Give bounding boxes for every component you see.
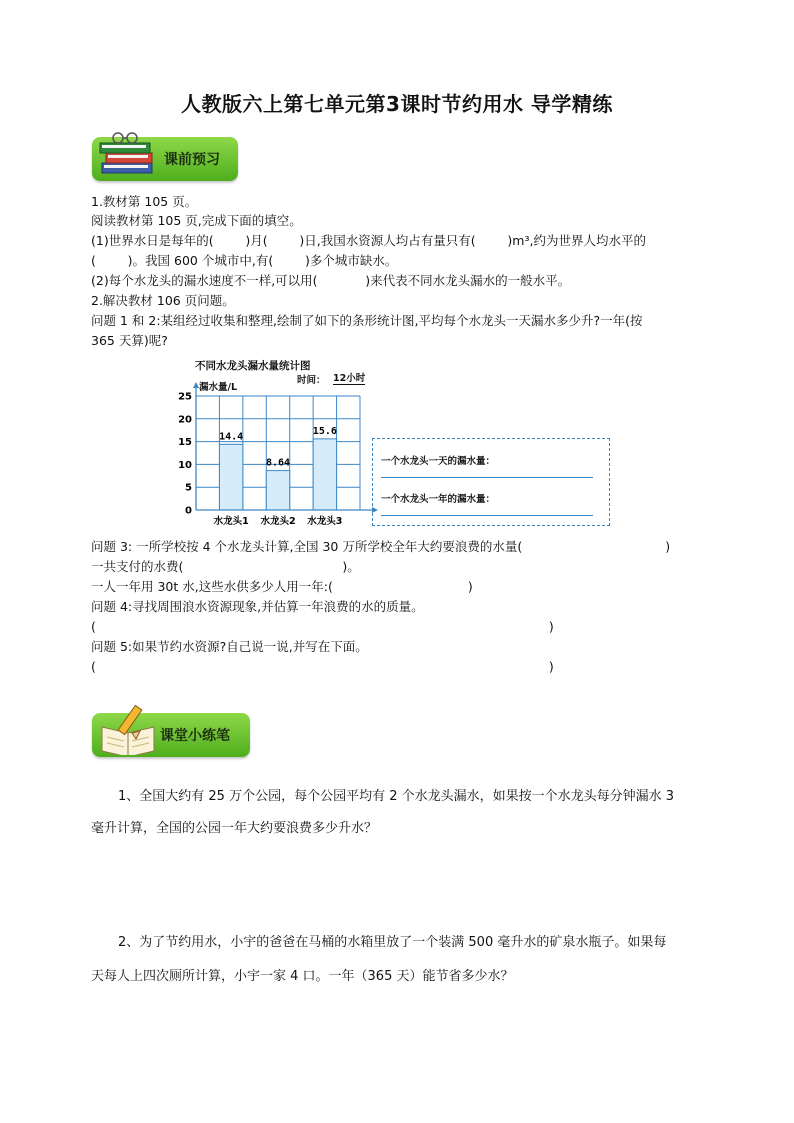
answer-line-day[interactable] [381, 477, 593, 478]
text-line: (1)世界水日是每年的( )月( )日,我国水资源人均占有量只有( )m³,约为世界人均水平的 [91, 233, 646, 248]
exercise-2-line-2: 天每人上四次厕所计算，小宇一家 4 口。一年（365 天）能节省多少水？ [91, 969, 514, 984]
y-tick-label: 0 [185, 505, 192, 517]
bar-value-label: 8.64 [265, 457, 291, 469]
text-line: ( ) [91, 619, 554, 634]
chart-time-label: 时间： [297, 375, 326, 386]
books-icon [98, 131, 162, 181]
chart-bars [219, 426, 337, 510]
text-line: (2)每个水龙头的漏水速度不一样,可以用( )来代表不同水龙头漏水的一般水平。 [91, 273, 571, 288]
exercise-2-line-1: 2、为了节约用水，小宇的爸爸在马桶的水箱里放了一个装满 500 毫升水的矿泉水瓶子。如果每 [118, 935, 667, 950]
text-line: 1.教材第 105 页。 [91, 194, 198, 209]
chart-title: 不同水龙头漏水量统计图 [195, 360, 311, 372]
bar-value-label: 15.6 [312, 425, 337, 437]
text-line: 365 天算)呢? [91, 333, 168, 348]
x-tick-label: 水龙头1 [213, 516, 249, 527]
page-title: 人教版六上第七单元第3课时节约用水 导学精练 [181, 92, 613, 116]
answer-label-year: 一个水龙头一年的漏水量： [381, 494, 496, 505]
x-tick-label: 水龙头3 [307, 516, 343, 527]
answer-box [372, 438, 610, 526]
y-axis-arrow [193, 382, 199, 388]
y-tick-label: 20 [178, 414, 192, 426]
text-line: 问题 3: 一所学校按 4 个水龙头计算,全国 30 万所学校全年大约要浪费的水量( ) [91, 539, 671, 554]
text-line: 2.解决教材 106 页问题。 [91, 293, 235, 308]
text-line: 一人一年用 30t 水,这些水供多少人用一年:( ) [91, 579, 473, 594]
bar-value-label: 14.4 [219, 431, 244, 443]
section-badge-practice [92, 713, 250, 757]
exercise-1-line-1: 1、全国大约有 25 万个公园，每个公园平均有 2 个水龙头漏水，如果按一个水龙头每分钟漏水 3 [118, 789, 675, 804]
text-line: 一共支付的水费( )。 [91, 559, 360, 574]
answer-line-year[interactable] [381, 515, 593, 516]
x-tick-label: 水龙头2 [260, 516, 296, 527]
y-tick-label: 25 [178, 391, 192, 403]
text-line: 问题 1 和 2:某组经过收集和整理,绘制了如下的条形统计图,平均每个水龙头一天漏水多少升?一年(按 [91, 313, 643, 328]
y-tick-label: 10 [178, 459, 192, 471]
bar [266, 471, 289, 510]
exercise-1-line-2: 毫升计算，全国的公园一年大约要浪费多少升水？ [91, 821, 378, 836]
y-tick-label: 5 [185, 482, 192, 494]
bar [219, 444, 242, 510]
chart-ylabel: 漏水量/L [199, 382, 238, 393]
bar [313, 439, 336, 510]
y-tick-label: 15 [178, 437, 192, 449]
chart-time-value: 12小时 [333, 370, 365, 385]
text-line: 问题 4:寻找周围浪水资源现象,并估算一年浪费的水的质量。 [91, 599, 424, 614]
text-line: 阅读教材第 105 页,完成下面的填空。 [91, 213, 302, 228]
answer-label-day: 一个水龙头一天的漏水量： [381, 456, 496, 467]
notebook-pencil-icon [96, 705, 160, 755]
bar-chart [178, 380, 398, 530]
section-badge-preview [92, 137, 238, 181]
text-line: ( ) [91, 659, 554, 674]
section-label: 课前预习 [164, 152, 220, 168]
text-line: 问题 5:如果节约水资源?自己说一说,并写在下面。 [91, 639, 368, 654]
text-line: ( )。我国 600 个城市中,有( )多个城市缺水。 [91, 253, 398, 268]
section-label: 课堂小练笔 [160, 728, 230, 744]
